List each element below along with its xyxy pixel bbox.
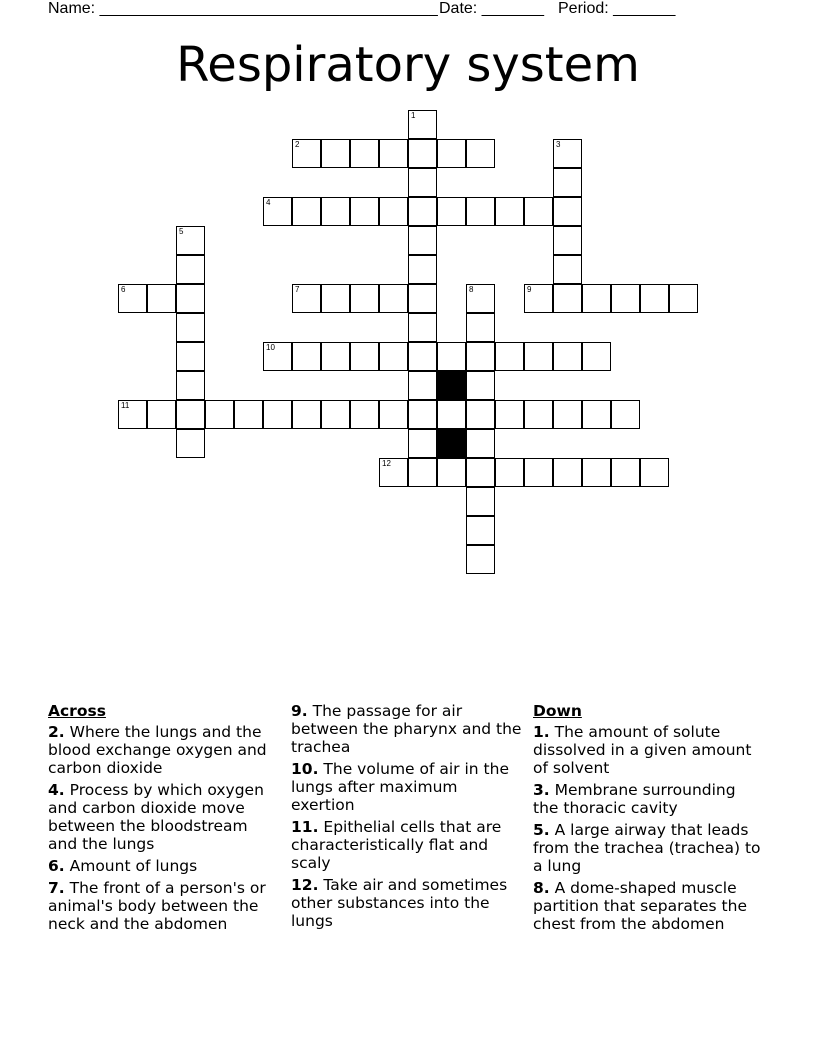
crossword-cell[interactable] xyxy=(118,284,147,313)
black-square xyxy=(437,429,466,458)
crossword-cell[interactable] xyxy=(437,400,466,429)
crossword-cell[interactable] xyxy=(234,400,263,429)
crossword-cell[interactable] xyxy=(524,284,553,313)
crossword-cell[interactable] xyxy=(553,197,582,226)
crossword-cell[interactable] xyxy=(350,284,379,313)
cell-number: 8 xyxy=(469,285,474,294)
clue-across-7 xyxy=(48,879,280,933)
crossword-cell[interactable] xyxy=(292,197,321,226)
crossword-cell[interactable] xyxy=(553,255,582,284)
clue-across-9 xyxy=(291,702,523,756)
crossword-cell[interactable] xyxy=(321,400,350,429)
clue-across-4 xyxy=(48,781,280,853)
crossword-cell[interactable] xyxy=(176,313,205,342)
crossword-cell[interactable] xyxy=(582,284,611,313)
crossword-cell[interactable] xyxy=(379,139,408,168)
clue-number: 6. xyxy=(48,857,65,875)
cell-number: 5 xyxy=(179,227,184,236)
crossword-cell[interactable] xyxy=(524,458,553,487)
crossword-cell[interactable] xyxy=(408,284,437,313)
clue-text: The passage for air between the pharynx and the trachea xyxy=(291,702,522,756)
crossword-cell[interactable] xyxy=(553,400,582,429)
crossword-cell[interactable] xyxy=(495,458,524,487)
cell-number: 6 xyxy=(121,285,126,294)
crossword-cell[interactable] xyxy=(466,487,495,516)
crossword-cell[interactable] xyxy=(379,458,408,487)
clue-text: The front of a person's or animal's body between the neck and the abdomen xyxy=(48,879,266,933)
crossword-cell[interactable] xyxy=(553,284,582,313)
crossword-cell[interactable] xyxy=(379,342,408,371)
crossword-cell[interactable] xyxy=(408,168,437,197)
clue-text: A dome-shaped muscle partition that separates the chest from the abdomen xyxy=(533,879,747,933)
crossword-cell[interactable] xyxy=(408,429,437,458)
crossword-cell[interactable] xyxy=(466,429,495,458)
clue-down-1 xyxy=(533,723,765,777)
clue-number: 5. xyxy=(533,821,550,839)
crossword-cell[interactable] xyxy=(437,458,466,487)
crossword-cell[interactable] xyxy=(321,284,350,313)
crossword-cell[interactable] xyxy=(524,197,553,226)
cell-number: 11 xyxy=(121,401,130,410)
clue-number: 8. xyxy=(533,879,550,897)
cell-number: 10 xyxy=(266,343,275,352)
clue-text: Where the lungs and the blood exchange oxygen and carbon dioxide xyxy=(48,723,267,777)
cell-number: 12 xyxy=(382,459,391,468)
down-clues xyxy=(533,702,765,937)
crossword-cell[interactable] xyxy=(379,400,408,429)
crossword-cell[interactable] xyxy=(466,516,495,545)
crossword-cell[interactable] xyxy=(408,110,437,139)
crossword-cell[interactable] xyxy=(350,342,379,371)
crossword-cell[interactable] xyxy=(176,255,205,284)
crossword-cell[interactable] xyxy=(466,284,495,313)
clue-number: 3. xyxy=(533,781,550,799)
crossword-cell[interactable] xyxy=(379,197,408,226)
clue-number: 9. xyxy=(291,702,308,720)
crossword-cell[interactable] xyxy=(466,342,495,371)
crossword-cell[interactable] xyxy=(321,139,350,168)
period-field[interactable]: Period: _______ xyxy=(558,0,676,17)
across-clues xyxy=(48,702,280,937)
crossword-cell[interactable] xyxy=(466,197,495,226)
crossword-cell[interactable] xyxy=(118,400,147,429)
clue-down-8 xyxy=(533,879,765,933)
clue-across-6 xyxy=(48,857,280,875)
cell-number: 2 xyxy=(295,140,300,149)
clue-across-2 xyxy=(48,723,280,777)
crossword-cell[interactable] xyxy=(408,197,437,226)
crossword-cell[interactable] xyxy=(611,284,640,313)
crossword-cell[interactable] xyxy=(524,342,553,371)
crossword-cell[interactable] xyxy=(611,458,640,487)
clue-down-3 xyxy=(533,781,765,817)
crossword-cell[interactable] xyxy=(408,226,437,255)
crossword-cell[interactable] xyxy=(466,400,495,429)
crossword-cell[interactable] xyxy=(582,400,611,429)
crossword-cell[interactable] xyxy=(292,284,321,313)
clue-across-12 xyxy=(291,876,523,930)
crossword-cell[interactable] xyxy=(495,400,524,429)
cell-number: 9 xyxy=(527,285,532,294)
crossword-cell[interactable] xyxy=(292,400,321,429)
crossword-cell[interactable] xyxy=(553,342,582,371)
crossword-cell[interactable] xyxy=(321,342,350,371)
clue-number: 4. xyxy=(48,781,65,799)
crossword-cell[interactable] xyxy=(147,400,176,429)
cell-number: 4 xyxy=(266,198,271,207)
crossword-cell[interactable] xyxy=(466,371,495,400)
crossword-cell[interactable] xyxy=(437,139,466,168)
crossword-cell[interactable] xyxy=(408,458,437,487)
down-heading: Down xyxy=(533,702,582,720)
crossword-cell[interactable] xyxy=(321,197,350,226)
crossword-cell[interactable] xyxy=(350,139,379,168)
crossword-cell[interactable] xyxy=(582,458,611,487)
clue-text: Amount of lungs xyxy=(69,857,198,875)
clue-text: Take air and sometimes other substances into the lungs xyxy=(291,876,508,930)
crossword-cell[interactable] xyxy=(640,284,669,313)
clue-text: The amount of solute dissolved in a given amount of solvent xyxy=(533,723,752,777)
date-field[interactable]: Date: _______ xyxy=(439,0,544,17)
crossword-cell[interactable] xyxy=(205,400,234,429)
cell-number: 7 xyxy=(295,285,300,294)
crossword-cell[interactable] xyxy=(408,139,437,168)
crossword-cell[interactable] xyxy=(582,342,611,371)
clue-text: The volume of air in the lungs after maximum exertion xyxy=(291,760,509,814)
crossword-cell[interactable] xyxy=(466,458,495,487)
crossword-cell[interactable] xyxy=(437,342,466,371)
crossword-cell[interactable] xyxy=(408,371,437,400)
crossword-cell[interactable] xyxy=(176,429,205,458)
clue-number: 1. xyxy=(533,723,550,741)
clue-text: Membrane surrounding the thoracic cavity xyxy=(533,781,736,817)
black-square xyxy=(437,371,466,400)
clue-number: 2. xyxy=(48,723,65,741)
cell-number: 1 xyxy=(411,111,416,120)
crossword-cell[interactable] xyxy=(437,197,466,226)
crossword-cell[interactable] xyxy=(408,255,437,284)
name-field[interactable]: Name: ______________________________________ xyxy=(48,0,438,17)
crossword-cell[interactable] xyxy=(495,342,524,371)
clue-text: A large airway that leads from the trachea (trachea) to a lung xyxy=(533,821,761,875)
crossword-cell[interactable] xyxy=(640,458,669,487)
crossword-cell[interactable] xyxy=(553,458,582,487)
crossword-cell[interactable] xyxy=(466,139,495,168)
crossword-cell[interactable] xyxy=(350,400,379,429)
crossword-cell[interactable] xyxy=(611,400,640,429)
crossword-cell[interactable] xyxy=(466,313,495,342)
page-title: Respiratory system xyxy=(176,37,640,93)
across-heading: Across xyxy=(48,702,106,720)
crossword-cell[interactable] xyxy=(176,342,205,371)
crossword-cell[interactable] xyxy=(466,545,495,574)
crossword-cell[interactable] xyxy=(408,400,437,429)
clue-down-5 xyxy=(533,821,765,875)
crossword-cell[interactable] xyxy=(408,313,437,342)
clue-text: Epithelial cells that are characteristically flat and scaly xyxy=(291,818,502,872)
clue-number: 12. xyxy=(291,876,319,894)
crossword-cell[interactable] xyxy=(263,197,292,226)
crossword-cell[interactable] xyxy=(176,226,205,255)
crossword-cell[interactable] xyxy=(176,371,205,400)
crossword-cell[interactable] xyxy=(292,342,321,371)
crossword-cell[interactable] xyxy=(350,197,379,226)
clue-text: Process by which oxygen and carbon dioxide move between the bloodstream and the lungs xyxy=(48,781,264,853)
crossword-cell[interactable] xyxy=(147,284,176,313)
crossword-cell[interactable] xyxy=(524,400,553,429)
clue-number: 7. xyxy=(48,879,65,897)
crossword-cell[interactable] xyxy=(553,168,582,197)
crossword-cell[interactable] xyxy=(292,139,321,168)
crossword-cell[interactable] xyxy=(263,400,292,429)
crossword-cell[interactable] xyxy=(408,342,437,371)
crossword-cell[interactable] xyxy=(669,284,698,313)
crossword-cell[interactable] xyxy=(176,400,205,429)
clue-across-10 xyxy=(291,760,523,814)
clue-number: 11. xyxy=(291,818,319,836)
crossword-cell[interactable] xyxy=(176,284,205,313)
crossword-cell[interactable] xyxy=(553,226,582,255)
crossword-cell[interactable] xyxy=(553,139,582,168)
crossword-cell[interactable] xyxy=(495,197,524,226)
crossword-cell[interactable] xyxy=(263,342,292,371)
clue-across-11 xyxy=(291,818,523,872)
cell-number: 3 xyxy=(556,140,561,149)
crossword-cell[interactable] xyxy=(379,284,408,313)
across-clues-continued xyxy=(291,702,523,934)
clue-number: 10. xyxy=(291,760,319,778)
